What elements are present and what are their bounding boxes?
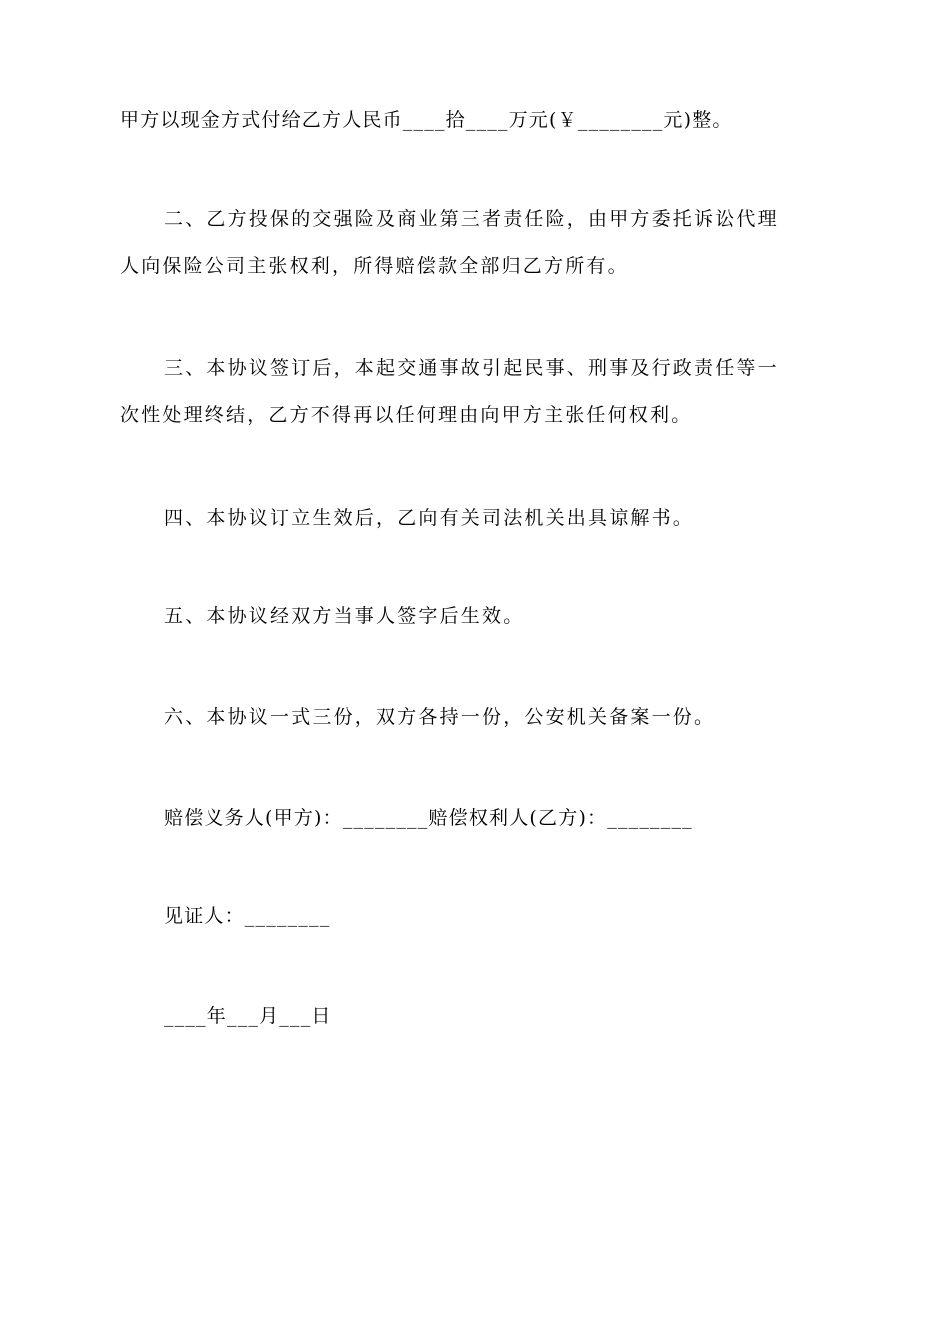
clause-6-paragraph [120,694,832,741]
clause-4-line: 四、本协议订立生效后，乙向有关司法机关出具谅解书。 [164,507,695,529]
clause-5-paragraph [120,593,832,640]
clause-2-paragraph [120,196,832,290]
clause-5-line: 五、本协议经双方当事人签字后生效。 [164,605,525,627]
date-line [120,993,832,1040]
date-text: ____年___月___日 [164,1005,332,1027]
clause-3-line-2: 次性处理终结，乙方不得再以任何理由向甲方主张任何权利。 [120,404,693,426]
parties-line: 赔偿义务人(甲方)：________赔偿权利人(乙方)：________ [164,807,693,829]
clause-3-paragraph [120,345,832,439]
payment-line: 甲方以现金方式付给乙方人民币____拾____万元(￥________元)整。 [120,109,733,131]
clause-3-line-1: 三、本协议签订后，本起交通事故引起民事、刑事及行政责任等一 [164,357,779,379]
witness-line: 见证人：________ [164,905,331,927]
parties-signature-line [120,795,832,842]
witness-signature-line [120,893,832,940]
payment-paragraph [120,97,832,144]
clause-2-line-2: 人向保险公司主张权利，所得赔偿款全部归乙方所有。 [120,255,629,277]
clause-2-line-1: 二、乙方投保的交强险及商业第三者责任险，由甲方委托诉讼代理 [164,208,779,230]
clause-4-paragraph [120,495,832,542]
clause-6-line: 六、本协议一式三份，双方各持一份，公安机关备案一份。 [164,706,716,728]
